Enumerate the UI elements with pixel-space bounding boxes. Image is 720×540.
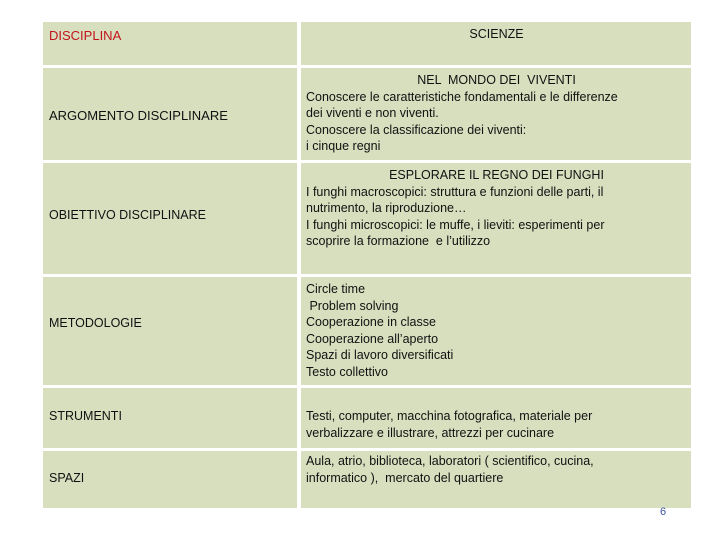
- content-line: verbalizzare e illustrare, attrezzi per cucinare: [306, 425, 555, 440]
- row-content-disciplina: [301, 22, 691, 65]
- content-line: Testo collettivo: [306, 364, 388, 379]
- content-heading: ESPLORARE IL REGNO DEI FUNGHI: [389, 168, 604, 182]
- content-line: Circle time: [306, 282, 366, 296]
- row-label-text: OBIETTIVO DISCIPLINARE: [49, 208, 206, 222]
- content-line: nutrimento, la riproduzione…: [306, 201, 467, 216]
- content-line: Spazi di lavoro diversificati: [306, 348, 454, 363]
- row-label-obiettivo: [43, 163, 297, 274]
- row-label-disciplina: [43, 22, 297, 65]
- row-label-text: ARGOMENTO DISCIPLINARE: [49, 107, 228, 123]
- content-line: informatico ), mercato del quartiere: [306, 470, 504, 485]
- row-content-strumenti: [301, 388, 691, 448]
- page-number: 6: [660, 506, 667, 518]
- row-label-text: STRUMENTI: [49, 409, 122, 423]
- content-line: Testi, computer, macchina fotografica, materiale per: [306, 409, 593, 423]
- row-label-argomento: [43, 68, 297, 160]
- content-line: i cinque regni: [306, 139, 381, 154]
- row-label-metodologie: [43, 277, 297, 385]
- row-label-text: DISCIPLINA: [49, 28, 122, 43]
- content-line: Conoscere la classificazione dei viventi:: [306, 122, 527, 137]
- row-content-spazi: [301, 451, 691, 508]
- content-line: Conoscere le caratteristiche fondamentali e le differenze: [306, 89, 618, 104]
- content-line: scoprire la formazione e l’utilizzo: [306, 234, 491, 249]
- content-line: dei viventi e non viventi.: [306, 106, 439, 121]
- content-line: I funghi microscopici: le muffe, i lieviti: esperimenti per: [306, 217, 605, 232]
- content-line: Problem solving: [306, 298, 399, 313]
- row-label-text: SPAZI: [49, 471, 85, 485]
- content-line: SCIENZE: [469, 27, 524, 41]
- content-heading: NEL MONDO DEI VIVENTI: [417, 73, 576, 87]
- row-content-argomento: [301, 68, 691, 160]
- content-line: Cooperazione in classe: [306, 315, 436, 330]
- content-line: I funghi macroscopici: struttura e funzioni delle parti, il: [306, 184, 604, 199]
- row-content-obiettivo: [301, 163, 691, 274]
- lesson-plan-table: [43, 22, 691, 508]
- row-label-text: METODOLOGIE: [49, 316, 142, 330]
- row-content-metodologie: [301, 277, 691, 385]
- row-label-strumenti: [43, 388, 297, 448]
- row-label-spazi: [43, 451, 297, 508]
- content-line: Aula, atrio, biblioteca, laboratori ( scientifico, cucina,: [306, 454, 594, 468]
- content-line: Cooperazione all’aperto: [306, 331, 439, 346]
